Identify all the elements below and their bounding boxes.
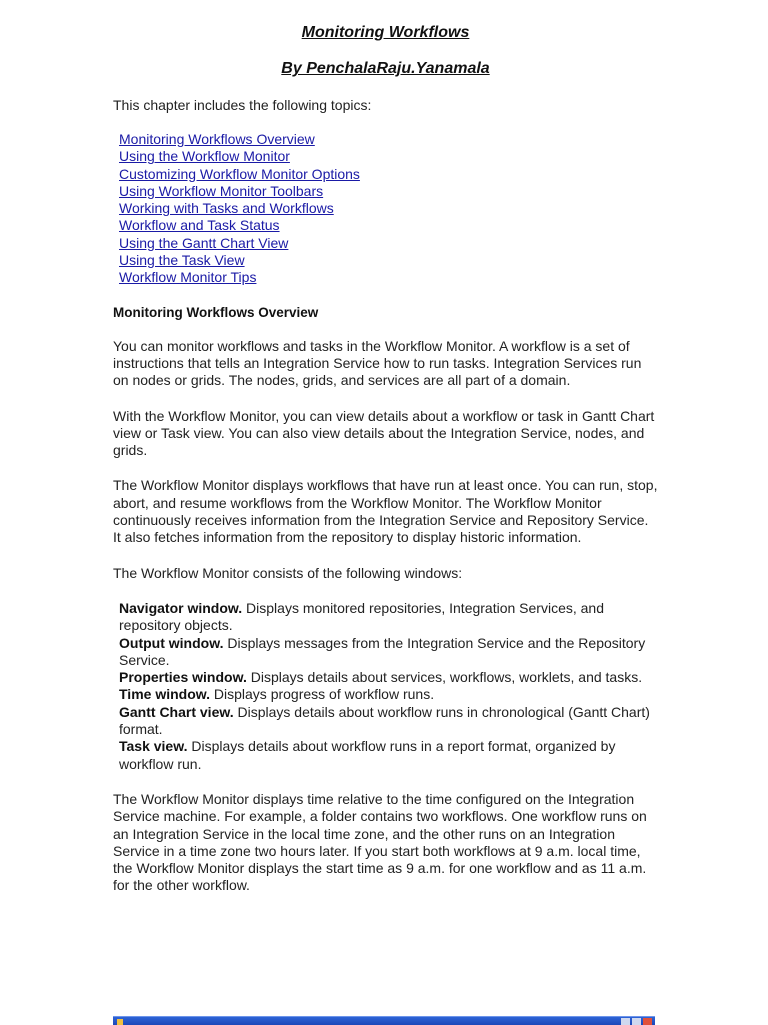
document-author: By PenchalaRaju.Yanamala [281, 60, 490, 77]
toc-link-tips[interactable]: Workflow Monitor Tips [119, 269, 257, 286]
window-desc: Displays details about services, workflows, worklets, and tasks. [246, 669, 643, 686]
toc-item [119, 200, 658, 217]
window-item [119, 600, 658, 635]
window-item [119, 704, 658, 739]
toc-item [119, 252, 658, 269]
toc-item [119, 235, 658, 252]
window-desc: Displays progress of workflow runs. [210, 686, 435, 703]
window-app-icon [117, 1019, 123, 1025]
toc-link-status[interactable]: Workflow and Task Status [119, 217, 280, 234]
toc-link-overview[interactable]: Monitoring Workflows Overview [119, 131, 315, 147]
window-term: Properties window. [119, 669, 247, 686]
window-item [119, 669, 658, 686]
closing-paragraph: The Workflow Monitor displays time relative to the time configured on the Integration Service machine. For example, a folder contains two workflows. One workflow runs on an Integration Service in the local time zone, and the other runs on an Integration Service in a time zone two hours later. If you start both workflows at 9 a.m. local time, the Workflow Monitor displays the start time as 9 a.m. for one workflow and as 11 a.m. for the other workflow. [113, 790, 647, 894]
window-item [119, 738, 658, 773]
window-term: Navigator window. [119, 599, 243, 616]
windows-list [119, 600, 658, 773]
window-term: Time window. [119, 686, 211, 703]
toc-item [119, 148, 658, 165]
window-desc: Displays details about workflow runs in chronological (Gantt Chart) format. [119, 703, 650, 738]
window-desc: Displays messages from the Integration Service and the Repository Service. [119, 634, 646, 668]
toc-item [119, 269, 658, 286]
toc-link-tasks-workflows[interactable]: Working with Tasks and Workflows [119, 200, 334, 217]
topic-list [119, 131, 658, 287]
window-item [119, 635, 658, 670]
window-term: Task view. [119, 738, 188, 755]
paragraph: With the Workflow Monitor, you can view details about a workflow or task in Gantt Chart view or Task view. You can also view details about the Integration Service, nodes, and grids. [113, 407, 655, 459]
paragraph: You can monitor workflows and tasks in the Workflow Monitor. A workflow is a set of instructions that tells an Integration Service how to run tasks. Integration Services run on nodes or grids. The nodes, grids, and services are all part of a domain. [113, 337, 642, 389]
toc-link-using-monitor[interactable]: Using the Workflow Monitor [119, 148, 290, 165]
paragraph: The Workflow Monitor consists of the following windows: [113, 564, 463, 581]
section-heading: Monitoring Workflows Overview [113, 304, 319, 320]
document-title: Monitoring Workflows [301, 24, 470, 41]
window-item [119, 686, 658, 703]
toc-link-toolbars[interactable]: Using Workflow Monitor Toolbars [119, 182, 324, 199]
toc-item [119, 131, 658, 148]
paragraph: The Workflow Monitor displays workflows that have run at least once. You can run, stop, abort, and resume workflows from the Workflow Monitor. The Workflow Monitor continuously receives information from the Integration Service and Repository Service. It also fetches information from the repository to display historic information. [113, 477, 658, 546]
window-term: Output window. [119, 634, 224, 651]
document-page [113, 24, 658, 895]
window-desc: Displays monitored repositories, Integration Services, and repository objects. [119, 599, 604, 634]
window-desc: Displays details about workflow runs in a report format, organized by workflow run. [119, 738, 616, 772]
toc-link-gantt[interactable]: Using the Gantt Chart View [119, 234, 289, 251]
toc-item [119, 166, 658, 183]
window-term: Gantt Chart view. [119, 703, 234, 720]
toc-item [119, 217, 658, 234]
toc-link-customizing[interactable]: Customizing Workflow Monitor Options [119, 165, 360, 182]
intro-text: This chapter includes the following topics: [113, 97, 372, 113]
toc-link-task-view[interactable]: Using the Task View [119, 252, 245, 269]
toc-item [119, 183, 658, 200]
